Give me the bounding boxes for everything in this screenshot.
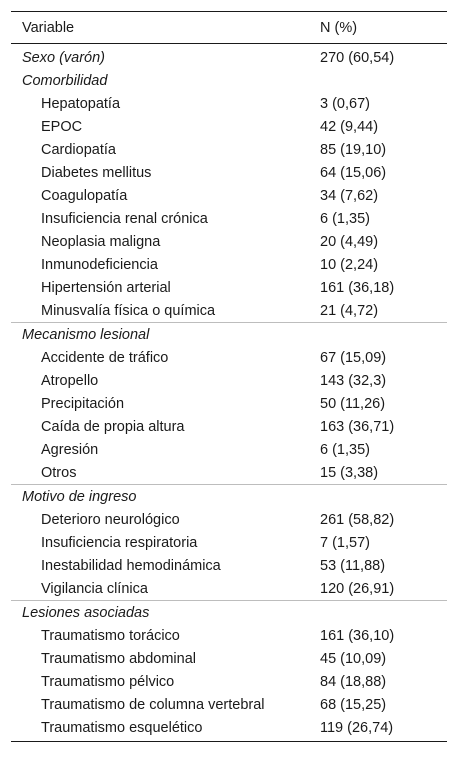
row-value (320, 69, 447, 92)
row-label: Minusvalía física o química (41, 302, 216, 319)
row-value: 161 (36,10) (320, 627, 395, 644)
row-label: Traumatismo torácico (41, 627, 180, 644)
table-body (11, 44, 447, 742)
table-row (11, 554, 447, 577)
table-row (11, 392, 447, 415)
row-value: 68 (15,25) (320, 696, 387, 713)
row-label: Deterioro neurológico (41, 511, 180, 528)
table-row (11, 693, 447, 716)
row-value: 15 (3,38) (320, 464, 379, 481)
row-value: 85 (19,10) (320, 141, 387, 158)
row-value: 6 (1,35) (320, 210, 370, 227)
table-row (11, 276, 447, 299)
row-label: Vigilancia clínica (41, 580, 148, 597)
row-value (320, 485, 447, 509)
row-label: Lesiones asociadas (11, 601, 320, 625)
row-value: 20 (4,49) (320, 233, 379, 250)
row-label: Agresión (41, 441, 99, 458)
section-row (11, 601, 447, 625)
table-row (11, 716, 447, 742)
table-row (11, 624, 447, 647)
section-row (11, 323, 447, 347)
data-table (11, 11, 447, 742)
row-label: Comorbilidad (22, 72, 108, 89)
row-label: Traumatismo pélvico (41, 673, 175, 690)
row-value: 120 (26,91) (320, 580, 395, 597)
table-container (11, 11, 447, 742)
table-row (11, 230, 447, 253)
row-value: 163 (36,71) (320, 418, 395, 435)
row-value: 143 (32,3) (320, 372, 387, 389)
row-label: EPOC (41, 118, 83, 135)
row-label: Otros (41, 464, 77, 481)
table-row (11, 138, 447, 161)
row-value: 10 (2,24) (320, 256, 379, 273)
table-header (11, 12, 447, 44)
row-value: 161 (36,18) (320, 279, 395, 296)
row-value: 64 (15,06) (320, 164, 387, 181)
header-row (11, 12, 447, 44)
row-value: 67 (15,09) (320, 349, 387, 366)
table-row (11, 207, 447, 230)
row-label: Traumatismo abdominal (41, 650, 196, 667)
table-row (11, 346, 447, 369)
row-value: 34 (7,62) (320, 187, 379, 204)
row-value (320, 601, 447, 625)
row-label: Traumatismo de columna vertebral (41, 696, 265, 713)
table-row (11, 184, 447, 207)
row-label: Diabetes mellitus (41, 164, 152, 181)
row-value: 21 (4,72) (320, 302, 379, 319)
table-row (11, 531, 447, 554)
row-label: Insuficiencia respiratoria (41, 534, 198, 551)
row-label: Insuficiencia renal crónica (41, 210, 208, 227)
table-row (11, 415, 447, 438)
row-label: Hepatopatía (41, 95, 121, 112)
row-label: Traumatismo esquelético (11, 716, 320, 742)
row-value: 119 (26,74) (320, 716, 447, 742)
row-label: Atropello (41, 372, 99, 389)
table-row (11, 369, 447, 392)
row-label: Hipertensión arterial (41, 279, 171, 296)
table-row (11, 438, 447, 461)
row-value (320, 323, 447, 347)
row-value: 3 (0,67) (320, 95, 370, 112)
row-label: Neoplasia maligna (41, 233, 161, 250)
row-value: 50 (11,26) (320, 395, 386, 412)
section-row (11, 485, 447, 509)
header-variable: Variable (22, 19, 75, 36)
table-row (11, 253, 447, 276)
row-value: 53 (11,88) (320, 557, 386, 574)
table-row (11, 508, 447, 531)
table-row (11, 115, 447, 138)
table-row (11, 670, 447, 693)
row-value: 6 (1,35) (320, 441, 370, 458)
table-row (11, 577, 447, 601)
table-row (11, 461, 447, 485)
table-row (11, 161, 447, 184)
row-value: 7 (1,57) (320, 534, 370, 551)
header-n-percent: N (%) (320, 19, 358, 36)
row-value: 84 (18,88) (320, 673, 387, 690)
row-label: Accidente de tráfico (41, 349, 169, 366)
table-row (11, 647, 447, 670)
row-value: 261 (58,82) (320, 511, 395, 528)
row-value: 42 (9,44) (320, 118, 379, 135)
row-value: 45 (10,09) (320, 650, 387, 667)
row-value: 270 (60,54) (320, 49, 395, 66)
row-label: Sexo (varón) (22, 49, 106, 66)
row-label: Cardiopatía (41, 141, 116, 158)
table-row (11, 92, 447, 115)
row-label: Precipitación (41, 395, 125, 412)
table-row (11, 299, 447, 323)
row-label: Mecanismo lesional (11, 323, 320, 347)
row-label: Coagulopatía (41, 187, 128, 204)
row-label: Motivo de ingreso (11, 485, 320, 509)
row-label: Inmunodeficiencia (41, 256, 158, 273)
section-row (11, 69, 447, 92)
row-label: Inestabilidad hemodinámica (41, 557, 221, 574)
row-label: Caída de propia altura (41, 418, 185, 435)
section-row (11, 44, 447, 70)
